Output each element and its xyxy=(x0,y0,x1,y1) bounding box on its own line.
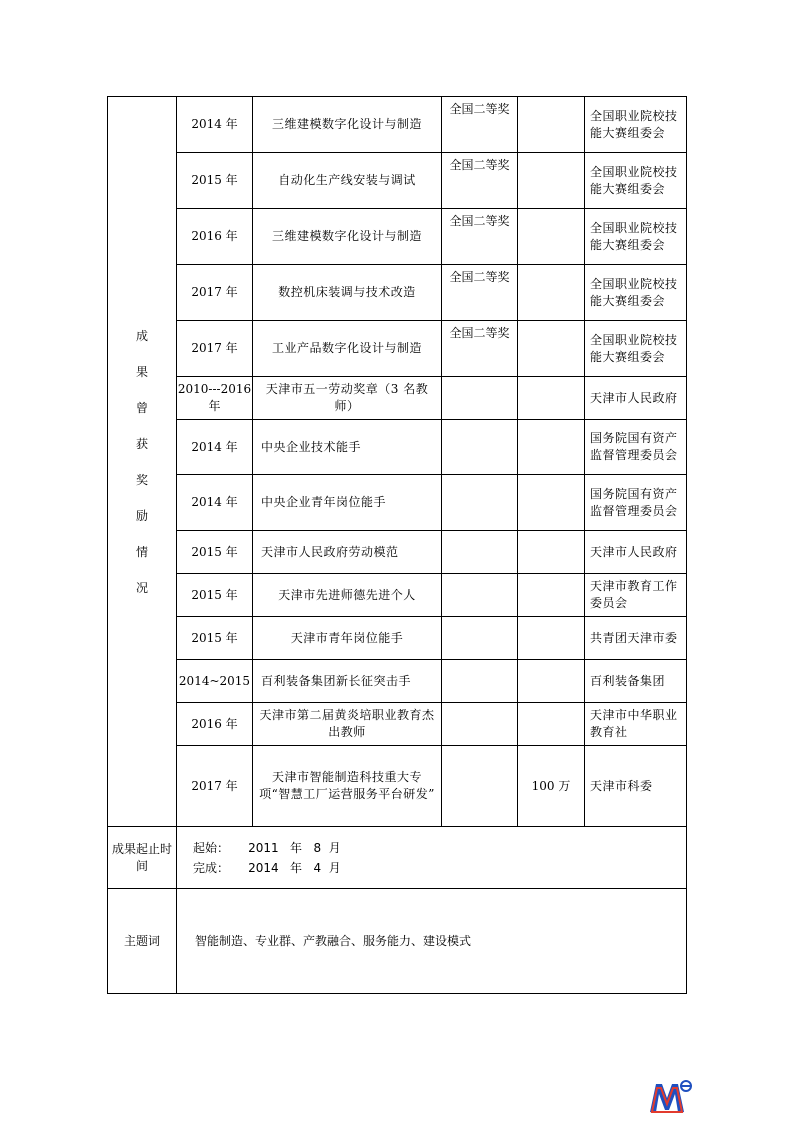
table-row xyxy=(108,574,687,617)
award-amount: 100 万 xyxy=(518,746,585,827)
award-grade xyxy=(442,531,518,574)
award-org: 全国职业院校技能大赛组委会 xyxy=(585,321,687,377)
table-row xyxy=(108,377,687,420)
award-year: 2015 年 xyxy=(177,153,253,209)
awards-table xyxy=(107,96,687,994)
award-org: 全国职业院校技能大赛组委会 xyxy=(585,153,687,209)
award-year: 2014 年 xyxy=(177,475,253,531)
section-label-char: 曾 xyxy=(135,400,148,415)
award-year: 2017 年 xyxy=(177,321,253,377)
table-row xyxy=(108,617,687,660)
award-grade: 全国二等奖 xyxy=(442,321,518,377)
award-year: 2014~2015 xyxy=(177,660,253,703)
section-label-char: 获 xyxy=(135,436,148,451)
table-row xyxy=(108,746,687,827)
table-row xyxy=(108,703,687,746)
award-title: 三维建模数字化设计与制造 xyxy=(253,209,442,265)
award-grade: 全国二等奖 xyxy=(442,265,518,321)
award-title: 中央企业青年岗位能手 xyxy=(253,475,442,531)
table-row xyxy=(108,827,687,889)
award-grade xyxy=(442,377,518,420)
me-logo-icon xyxy=(648,1078,696,1114)
award-amount xyxy=(518,617,585,660)
table-row xyxy=(108,660,687,703)
award-year: 2015 年 xyxy=(177,574,253,617)
award-title: 天津市人民政府劳动模范 xyxy=(253,531,442,574)
award-grade xyxy=(442,746,518,827)
award-org: 国务院国有资产监督管理委员会 xyxy=(585,420,687,475)
table-row xyxy=(108,420,687,475)
section-label-char: 况 xyxy=(135,580,148,595)
award-org: 全国职业院校技能大赛组委会 xyxy=(585,265,687,321)
award-year: 2015 年 xyxy=(177,617,253,660)
award-grade xyxy=(442,475,518,531)
table-row xyxy=(108,321,687,377)
table-row xyxy=(108,265,687,321)
period-values xyxy=(177,827,687,889)
table-row xyxy=(108,475,687,531)
award-title: 天津市智能制造科技重大专项“智慧工厂运营服务平台研发” xyxy=(253,746,442,827)
award-title: 天津市青年岗位能手 xyxy=(253,617,442,660)
award-amount xyxy=(518,703,585,746)
award-grade xyxy=(442,703,518,746)
table-row xyxy=(108,889,687,994)
award-amount xyxy=(518,209,585,265)
award-org: 天津市中华职业教育社 xyxy=(585,703,687,746)
section-label-char: 奖 xyxy=(135,472,148,487)
period-end: 完成： 2014 年 4 月 xyxy=(193,860,341,875)
award-year: 2010---2016 年 xyxy=(177,377,253,420)
award-amount xyxy=(518,321,585,377)
award-org: 全国职业院校技能大赛组委会 xyxy=(585,97,687,153)
award-amount xyxy=(518,660,585,703)
table-row xyxy=(108,97,687,153)
keywords-text: 智能制造、专业群、产教融合、服务能力、建设模式 xyxy=(177,889,687,994)
award-year: 2014 年 xyxy=(177,97,253,153)
award-grade xyxy=(442,660,518,703)
award-amount xyxy=(518,153,585,209)
award-grade: 全国二等奖 xyxy=(442,153,518,209)
award-title: 自动化生产线安装与调试 xyxy=(253,153,442,209)
award-org: 百利装备集团 xyxy=(585,660,687,703)
period-label: 成果起止时间 xyxy=(108,827,177,889)
award-amount xyxy=(518,97,585,153)
table-row xyxy=(108,209,687,265)
section-label-char: 果 xyxy=(135,364,148,379)
award-grade xyxy=(442,617,518,660)
award-org: 天津市科委 xyxy=(585,746,687,827)
award-amount xyxy=(518,531,585,574)
section-label-char: 情 xyxy=(135,544,148,559)
award-org: 天津市教育工作委员会 xyxy=(585,574,687,617)
awards-form xyxy=(107,96,687,994)
award-title: 中央企业技术能手 xyxy=(253,420,442,475)
table-row xyxy=(108,153,687,209)
award-year: 2015 年 xyxy=(177,531,253,574)
section-label-awards xyxy=(108,97,177,827)
section-label-char: 成 xyxy=(135,328,148,343)
award-year: 2016 年 xyxy=(177,703,253,746)
award-title: 数控机床装调与技术改造 xyxy=(253,265,442,321)
award-year: 2017 年 xyxy=(177,746,253,827)
award-grade: 全国二等奖 xyxy=(442,97,518,153)
award-grade xyxy=(442,420,518,475)
table-row xyxy=(108,531,687,574)
award-org: 天津市人民政府 xyxy=(585,531,687,574)
award-year: 2017 年 xyxy=(177,265,253,321)
award-title: 天津市第二届黄炎培职业教育杰出教师 xyxy=(253,703,442,746)
keywords-label: 主题词 xyxy=(108,889,177,994)
section-label-char: 励 xyxy=(135,508,148,523)
period-start: 起始： 2011 年 8 月 xyxy=(193,840,341,855)
award-org: 天津市人民政府 xyxy=(585,377,687,420)
award-title: 天津市五一劳动奖章（3 名教师） xyxy=(253,377,442,420)
award-title: 天津市先进师德先进个人 xyxy=(253,574,442,617)
award-org: 国务院国有资产监督管理委员会 xyxy=(585,475,687,531)
award-title: 百利装备集团新长征突击手 xyxy=(253,660,442,703)
award-year: 2016 年 xyxy=(177,209,253,265)
award-amount xyxy=(518,574,585,617)
award-grade: 全国二等奖 xyxy=(442,209,518,265)
award-org: 全国职业院校技能大赛组委会 xyxy=(585,209,687,265)
award-title: 三维建模数字化设计与制造 xyxy=(253,97,442,153)
award-amount xyxy=(518,265,585,321)
award-grade xyxy=(442,574,518,617)
award-amount xyxy=(518,377,585,420)
award-org: 共青团天津市委 xyxy=(585,617,687,660)
award-amount xyxy=(518,475,585,531)
award-title: 工业产品数字化设计与制造 xyxy=(253,321,442,377)
award-amount xyxy=(518,420,585,475)
award-year: 2014 年 xyxy=(177,420,253,475)
